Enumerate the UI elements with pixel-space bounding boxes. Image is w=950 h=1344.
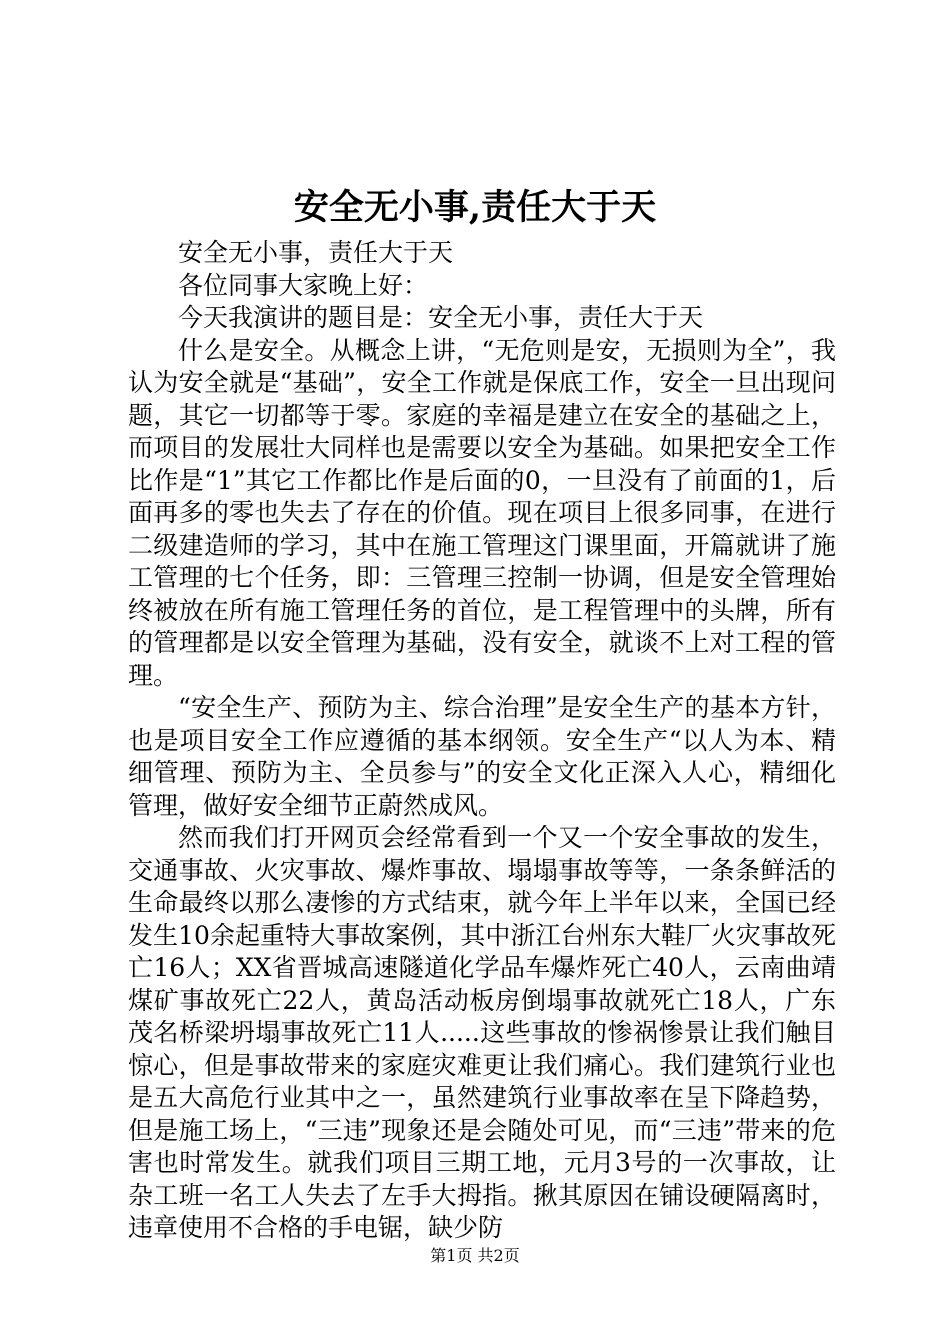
paragraph-what-is-safety: 什么是安全。从概念上讲，“无危则是安，无损则为全”，我认为安全就是“基础”，安全工作就是保底工作，安全一旦出现问题，其它一切都等于零。家庭的幸福是建立在安全的基础之上，而项目的发展壮大同样也是需要以安全为基础。如果把安全工作比作是“1”其它工作都比作是后面的0，一旦没有了前面的1，后面再多的零也失去了存在的价值。现在项目上很多同事，在进行二级建造师的学习，其中在施工管理这门课里面，开篇就讲了施工管理的七个任务，即：三管理三控制一协调，但是安全管理始终被放在所有施工管理任务的首位，是工程管理中的头牌，所有的管理都是以安全管理为基础，没有安全，就谈不上对工程的管理。 xyxy=(128,335,836,690)
paragraph-greeting: 各位同事大家晚上好： xyxy=(178,270,429,300)
paragraph-accidents: 然而我们打开网页会经常看到一个又一个安全事故的发生，交通事故、火灾事故、爆炸事故、塌塌事故等等，一条条鲜活的生命最终以那么凄惨的方式结束，就今年上半年以来，全国已经发生10余起重特大事故案例，其中浙江台州东大鞋厂火灾事故死亡16人；XX省晋城高速隧道化学品车爆炸死亡40人，云南曲靖煤矿事故死亡22人，黄岛活动板房倒塌事故就死亡18人，广东茂名桥梁坍塌事故死亡11人.....这些事故的惨祸惨景让我们触目惊心，但是事故带来的家庭灾难更让我们痛心。我们建筑行业也是五大高危行业其中之一，虽然建筑行业事故率在呈下降趋势，但是施工场上，“三违”现象还是会随处可见，而“三违”带来的危害也时常发生。就我们项目三期工地，元月3号的一次事故，让杂工班一名工人失去了左手大拇指。揪其原因在铺设硬隔离时，违章使用不合格的手电锯，缺少防 xyxy=(128,823,836,1242)
document-title: 安全无小事,责任大于天 xyxy=(293,187,657,228)
document-body xyxy=(128,237,836,1245)
paragraph-safety-policy: “安全生产、预防为主、综合治理”是安全生产的基本方针，也是项目安全工作应遵循的基本纲领。安全生产“以人为本、精细管理、预防为主、全员参与”的安全文化正深入人心，精细化管理，做好安全细节正蔚然成风。 xyxy=(128,693,836,820)
paragraph-subtitle: 安全无小事，责任大于天 xyxy=(178,238,454,267)
paragraph-topic: 今天我演讲的题目是：安全无小事，责任大于天 xyxy=(178,303,704,332)
page-footer: 第1页 共2页 xyxy=(430,1246,520,1265)
